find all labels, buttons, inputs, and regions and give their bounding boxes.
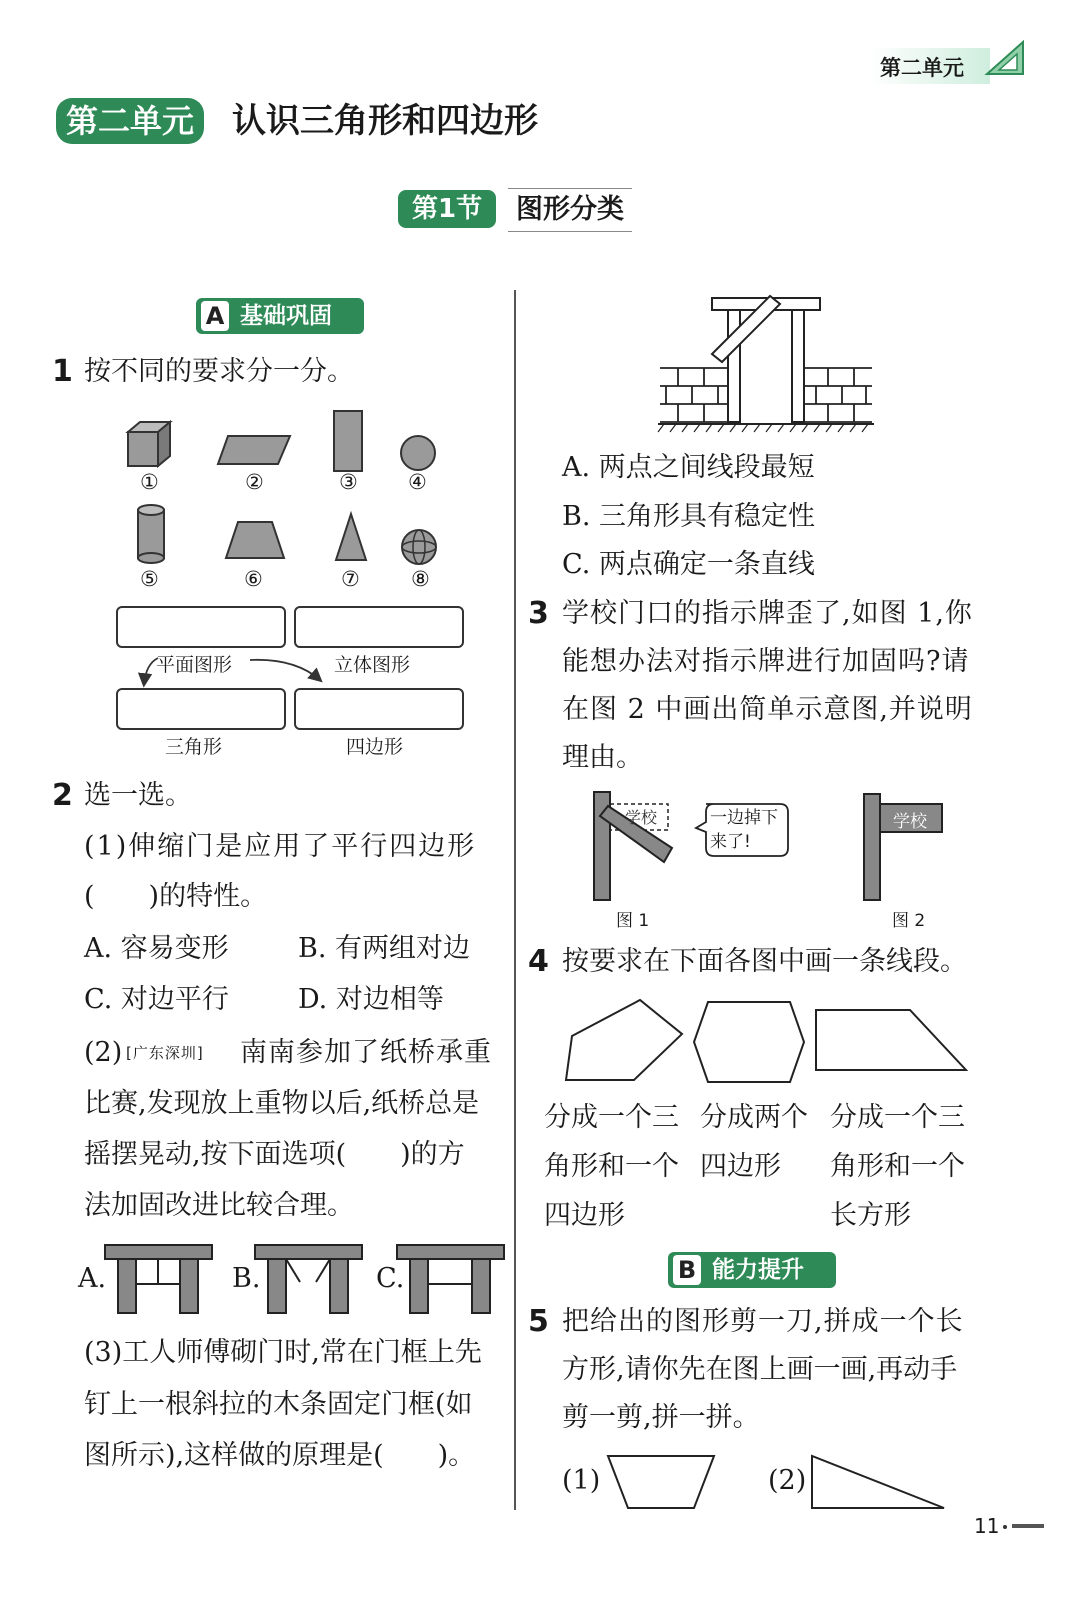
bridge-option-label[interactable]: C. xyxy=(376,1263,405,1294)
q4-text: 按要求在下面各图中画一条线段。 xyxy=(562,946,967,977)
q2-number: 2 xyxy=(52,778,73,813)
trapezoid-shape xyxy=(224,520,286,560)
bridge-option-label[interactable]: A. xyxy=(78,1263,107,1294)
shape-number: ⑦ xyxy=(341,567,360,591)
part-a-letter: A xyxy=(201,301,229,331)
shape-number: ③ xyxy=(339,470,358,494)
q3-line: 理由。 xyxy=(562,742,643,773)
q2-p2-tag: [广东深圳] xyxy=(126,1044,204,1062)
q4-caption-line: 分成一个三 xyxy=(830,1102,965,1133)
answer-box-triangles[interactable] xyxy=(116,688,286,730)
q4-caption-line: 分成一个三 xyxy=(544,1102,679,1133)
sign-text-dashed: 学校 xyxy=(625,808,658,827)
sphere-shape xyxy=(400,528,438,566)
label-triangles: 三角形 xyxy=(165,736,223,758)
shape-number: ⑤ xyxy=(140,567,159,591)
parallelogram-shape xyxy=(216,434,292,466)
q2-p2-line: 摇摆晃动,按下面选项( )的方 xyxy=(84,1139,465,1170)
page-number-dot xyxy=(1003,1525,1007,1529)
shape-number: ④ xyxy=(408,470,427,494)
sign-text-tilted: 学校 xyxy=(616,836,654,870)
sign-text-level: 学校 xyxy=(893,812,927,832)
q2-p3-option[interactable]: A. 两点之间线段最短 xyxy=(562,452,815,483)
shape-number: ⑥ xyxy=(244,567,263,591)
label-plane-shapes: 平面图形 xyxy=(156,654,233,676)
q2-p1-line: ( )的特性。 xyxy=(84,881,268,912)
ruler-triangle-icon xyxy=(985,40,1025,76)
bridge-a-figure xyxy=(104,1244,214,1316)
speech-bubble-line: 一边掉下 xyxy=(710,808,778,828)
q2-p2-line: 法加固改进比较合理。 xyxy=(84,1190,354,1221)
column-divider xyxy=(514,290,516,1510)
q2-p2-prefix: (2) xyxy=(84,1037,123,1068)
shape-number: ② xyxy=(245,470,264,494)
q5-number: 5 xyxy=(528,1304,549,1339)
q2-p3-line: (3)工人师傅砌门时,常在门框上先 xyxy=(84,1337,482,1368)
triangle-shape xyxy=(334,512,368,562)
q5-sub-label: (2) xyxy=(768,1465,807,1496)
door-frame-figure xyxy=(658,294,874,434)
q1-text: 按不同的要求分一分。 xyxy=(84,356,354,387)
unit-badge: 第二单元 xyxy=(56,98,204,144)
hexagon-shape xyxy=(692,1000,806,1084)
bridge-option-label[interactable]: B. xyxy=(232,1263,261,1294)
shape-number: ① xyxy=(140,470,159,494)
q2-text: 选一选。 xyxy=(84,780,192,811)
q3-line: 学校门口的指示牌歪了,如图 1,你 xyxy=(562,598,973,629)
label-quadrilaterals: 四边形 xyxy=(346,736,404,758)
q4-caption-line: 长方形 xyxy=(830,1200,911,1231)
q5-line: 剪一剪,拼一拼。 xyxy=(562,1402,760,1433)
q4-caption-line: 角形和一个 xyxy=(830,1151,965,1182)
q2-p3-option[interactable]: B. 三角形具有稳定性 xyxy=(562,501,816,532)
speech-bubble-line: 来了! xyxy=(710,832,751,852)
q2-p1-option[interactable]: D. 对边相等 xyxy=(298,984,444,1015)
answer-box-plane-shapes[interactable] xyxy=(116,606,286,648)
q2-p1-option[interactable]: A. 容易变形 xyxy=(84,933,229,964)
label-solid-shapes: 立体图形 xyxy=(334,654,411,676)
unit-title: 认识三角形和四边形 xyxy=(232,101,538,141)
figure-1-caption: 图 1 xyxy=(616,911,650,931)
q1-number: 1 xyxy=(52,354,73,389)
q4-caption-line: 四边形 xyxy=(700,1151,781,1182)
q4-caption-line: 分成两个 xyxy=(700,1102,808,1133)
answer-box-solid-shapes[interactable] xyxy=(294,606,464,648)
q5-line: 方形,请你先在图上画一画,再动手 xyxy=(562,1354,958,1385)
q5-line: 把给出的图形剪一刀,拼成一个长 xyxy=(562,1306,964,1337)
unit-tab-label: 第二单元 xyxy=(880,56,964,80)
cube-shape xyxy=(126,420,172,468)
circle-shape xyxy=(399,434,437,472)
q5-trapezoid-shape xyxy=(606,1454,716,1510)
q4-number: 4 xyxy=(528,944,549,979)
part-b-label: 能力提升 xyxy=(712,1257,804,1283)
q2-p2-line: 比赛,发现放上重物以后,纸桥总是 xyxy=(84,1088,480,1119)
q2-p1-option[interactable]: C. 对边平行 xyxy=(84,984,229,1015)
q4-caption-line: 四边形 xyxy=(544,1200,625,1231)
q2-p3-option[interactable]: C. 两点确定一条直线 xyxy=(562,549,815,580)
section-title: 图形分类 xyxy=(508,188,632,232)
figure-2-caption: 图 2 xyxy=(892,911,926,931)
q4-caption-line: 角形和一个 xyxy=(544,1151,679,1182)
q3-line: 能想办法对指示牌进行加固吗?请 xyxy=(562,646,970,677)
cylinder-shape xyxy=(136,504,166,564)
bridge-c-figure xyxy=(396,1244,506,1316)
page-number: 11 xyxy=(974,1514,1000,1538)
right-trapezoid-shape xyxy=(814,1008,970,1072)
q5-right-triangle-shape xyxy=(810,1454,946,1510)
section-badge: 第1节 xyxy=(398,190,496,228)
part-b-letter: B xyxy=(673,1255,701,1285)
q2-p2-line: 南南参加了纸桥承重 xyxy=(240,1037,492,1068)
answer-box-quadrilaterals[interactable] xyxy=(294,688,464,730)
shape-number: ⑧ xyxy=(411,567,430,591)
bridge-b-figure xyxy=(254,1244,364,1316)
page-number-bar xyxy=(1012,1524,1044,1528)
q2-p3-line: 图所示),这样做的原理是( )。 xyxy=(84,1440,476,1471)
q5-sub-label: (1) xyxy=(562,1465,601,1496)
q2-p1-option[interactable]: B. 有两组对边 xyxy=(298,933,471,964)
q2-p3-line: 钉上一根斜拉的木条固定门框(如 xyxy=(84,1389,473,1420)
q2-p1-line: (1)伸缩门是应用了平行四边形 xyxy=(84,831,477,862)
pentagon-shape xyxy=(562,998,686,1084)
rectangle-shape xyxy=(333,410,363,472)
q3-line: 在图 2 中画出简单示意图,并说明 xyxy=(562,694,973,725)
q3-number: 3 xyxy=(528,596,549,631)
part-a-label: 基础巩固 xyxy=(240,303,332,329)
